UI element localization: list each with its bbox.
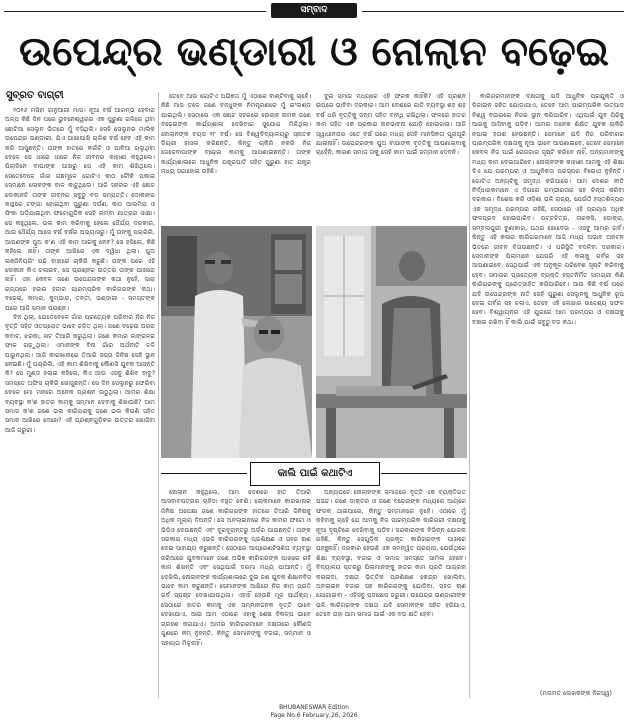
column-divider xyxy=(158,92,159,698)
masthead xyxy=(0,3,628,19)
page-footer xyxy=(0,704,628,719)
column-divider xyxy=(469,92,470,698)
article-byline: ସୁବ୍ରତ ବାଗ୍‌ଚୀ xyxy=(6,90,64,101)
barber-photo xyxy=(161,226,312,458)
carpenter-photo-graphic xyxy=(316,226,467,458)
masthead-rule-left xyxy=(4,11,266,12)
pullquote: କାଲି ପାଇଁ କଥାଟିଏ xyxy=(250,462,380,486)
footer-edition: BHUBANESWAR Edition xyxy=(279,704,349,711)
column-3-top-paragraph: ଦୁଇ ସମାଜ ମଧ୍ୟରେ ଏହି ଫରକ କାହିଁକି? ଏହି ପ୍ରଶ୍ନ ଉପରେ ଭାବିବା ଦରକାର। ଆମ ଦେଶରେ ଜାତି ବ୍ୟବସ୍ଥା ଶହ ଶହ ବର୍ଷ ଧରି ବୃତ୍ତିକୁ ଜନ୍ମ ସହିତ ବାନ୍ଧି ରଖିଥିଲା। ଫଳରେ ହାତର କାମ ସହିତ ଏକ ପ୍ରକାର ହୀନଭାବନା ଯୋଡ଼ି ହୋଇଗଲା। ଆଜି ସ୍ୱାଧୀନତାର ଏତେ ବର୍ଷ ପରେ ମଧ୍ୟ ସେହି ମାନସିକତା ପୂରାପୂରି ଯାଇନାହିଁ। ଉପେନ୍ଦ୍ରଙ୍କ ପୁଅ ବାପାଙ୍କ ବୃତ୍ତିକୁ ଆପଣାଇବାକୁ ଚାହେଁନି, କାରଣ ସମାଜ ତାକୁ ସେହି କାମ ପାଇଁ ସମ୍ମାନ ଦେବନି। xyxy=(316,93,466,157)
column-4-paragraph: କାରିଗରମାନଙ୍କ ଦକ୍ଷତାକୁ ଯଦି ଆଧୁନିକ ପ୍ରଯୁକ୍ତି ଓ ଡିଜାଇନ ସହିତ ଯୋଡ଼ାଯାଏ, ତେବେ ଆମ ପାରମ୍ପରିକ ଉତ୍ପାଦ ବିଶ୍ୱ ବଜାରରେ ନିଜର ସ୍ଥାନ କରିପାରିବ। ଏଥିପାଇଁ ଯୁବ ପିଢ଼ିକୁ ଆଗକୁ ଆସିବାକୁ ପଡ଼ିବ। ଆମର ଅନେକ ଶିକ୍ଷିତ ଯୁବକ ଚାକିରି ନପାଇ ହତାଶ ହେଉଛନ୍ତି। ସେମାନେ ଯଦି ନିଜ ପରିବାରର ପାରମ୍ପରିକ ଦକ୍ଷତାକୁ ନୂଆ ଭାବେ ଆପଣାଇବେ, ତେବେ ସେମାନେ କେବଳ ନିଜ ପାଇଁ ରୋଜଗାର ସୃଷ୍ଟି କରିବେ ନାହିଁ, ଅନ୍ୟମାନଙ୍କୁ ମଧ୍ୟ କାମ ଦେଇପାରିବେ। ନୋଲାନଙ୍କ କାହାଣୀ ଆମକୁ ଏହି ଶିକ୍ଷା ଦିଏ ଯେ ପରମ୍ପରା ଓ ଆଧୁନିକତା ପରସ୍ପର ବିରୋଧୀ ନୁହଁନ୍ତି। ଗୋଟିଏ ଅନ୍ୟଟିକୁ ସମୃଦ୍ଧ କରିପାରେ। ଆମ ଦେଶର ନୀତି ନିର୍ଦ୍ଧାରକମାନେ ଏ ଦିଗରେ ଗମ୍ଭୀରତାର ସହ ଚିନ୍ତା କରିବା ଦରକାର। ବିଶେଷ କରି ଓଡ଼ିଶା ଭଳି ରାଜ୍ୟ, ଯେଉଁଠି ହସ୍ତଶିଳ୍ପର ଏକ ସମୃଦ୍ଧ ପରମ୍ପରା ରହିଛି, ସେଠାରେ ଏହି ପ୍ରୟାସ ଅଧିକ ଫଳପ୍ରଦ ହୋଇପାରିବ। ପଟ୍ଟଚିତ୍ର, ତାରକସି, ଡୋକ୍ରା, ସମ୍ବଲପୁରୀ ବୁଣାକାର, ପଥର ଖୋଦେଇ - ଏସବୁ ଆମର ଗର୍ବ। କିନ୍ତୁ ଏହି କଳାର କାରିଗରମାନେ ଆଜି ମଧ୍ୟ ଅଭାବ ଅନଟନ ଭିତରେ ଜୀବନ ବିତାଉଛନ୍ତି। ଏ ପରିସ୍ଥିତି ବଦଳିବା ଦରକାର। ସେମାନଙ୍କ ପିଲାମାନେ ଯେପରି ଏହି କଳାକୁ ଗର୍ବର ସହ ଆପଣାଇବେ, ସେଥିପାଇଁ ଏକ ଅନୁକୂଳ ପରିବେଶ ସୃଷ୍ଟି କରିବାକୁ ହେବ। ସମାଜର ପ୍ରତ୍ୟେକ ବ୍ୟକ୍ତି ହସ୍ତନିର୍ମିତ ସାମଗ୍ରୀ କିଣି କାରିଗରଙ୍କୁ ପ୍ରୋତ୍ସାହିତ କରିପାରିବେ। ଆଉ କିଛି ବର୍ଷ ପରେ ଯଦି ଉପେନ୍ଦ୍ରଙ୍କ ନାତି ସେହି ପୁରୁଣା ସେଲୁନକୁ ଆଧୁନିକ ରୂପ ଦେଇ ଗର୍ବର ସହ ଚଳାଏ, ତେବେ ଏହି ଲେଖାର ଉଦ୍ଦେଶ୍ୟ ସଫଳ ହେବ। ବିଶ୍ୱାୟନର ଏହି ଯୁଗରେ ଆମ ପରମ୍ପରା ଓ ଦକ୍ଷତାକୁ ବଞ୍ଚାଇ ରଖିବା ହିଁ କାଲି ପାଇଁ ସବୁଠୁ ବଡ଼ କଥା। xyxy=(472,93,624,326)
masthead-logo: ସମ୍ବାଦ xyxy=(271,3,357,18)
article-column-1 xyxy=(5,106,155,700)
column-3-bottom-paragraph: ଅନ୍ୟପଟେ ନୋଲାନଙ୍କ ସମାଜରେ ବୃତ୍ତି ଏକ ବ୍ୟକ୍ତିଗତ ପସନ୍ଦ। ଜଣେ ଡାକ୍ତର ଓ ଜଣେ ବଢ଼େଇଙ୍କ ମଧ୍ୟରେ ଆୟରେ ଫରକ ଥାଇପାରେ, କିନ୍ତୁ ସମ୍ମାନରେ ନୁହେଁ। ଏଠାରେ ମୁଁ କହିବାକୁ ଚାହେଁ ଯେ ଆମକୁ ନିଜ ପାରମ୍ପରିକ କାରିଗରୀ ଦକ୍ଷତାକୁ ନୂଆ ଦୃଷ୍ଟିରେ ଦେଖିବାକୁ ପଡ଼ିବ। ସରକାରଙ୍କ ବିଭିନ୍ନ ଯୋଜନା ରହିଛି, କିନ୍ତୁ ସେଗୁଡ଼ିକ ପ୍ରକୃତ କାରିଗରଙ୍କ ପାଖରେ ପହଞ୍ଚୁନାହିଁ। ଦରକାର ହେଉଛି ଏକ ସମନ୍ୱିତ ପ୍ରୟାସ, ଯେଉଁଥିରେ ଶିକ୍ଷା ବ୍ୟବସ୍ଥା, ବଜାର ଓ ସମାଜ ସମସ୍ତେ ସାମିଲ ହେବେ। ବିଦ୍ୟାଳୟ ସ୍ତରରୁ ପିଲାମାନଙ୍କୁ ହାତର କାମ ପ୍ରତି ଆଗ୍ରହୀ କରାଇବା, ଦକ୍ଷତା ଭିତ୍ତିକ ପ୍ରଶିକ୍ଷଣ କେନ୍ଦ୍ର ଖୋଲିବା, ଅନଲାଇନ ବଜାର ସହ କାରିଗରଙ୍କୁ ଯୋଡ଼ିବା, ସହଜ ଋଣ ଯୋଗାଇବା - ଏହିସବୁ ପଦକ୍ଷେପ ଜରୁରୀ। ଉପେନ୍ଦ୍ର ଭଣ୍ଡାରୀଙ୍କ ଭଳି କାରିଗରଙ୍କ ଦକ୍ଷତା ଯଦି ସେମାନଙ୍କ ସହିତ ହଜିଯାଏ, ତେବେ ତାହା ଆମ ସମାଜ ପାଇଁ ଏକ ବଡ଼ କ୍ଷତି ହେବ। xyxy=(316,489,466,619)
article-column-2-bottom xyxy=(161,488,311,698)
carpenter-photo xyxy=(316,226,467,458)
column-1-paragraph-1: ୨୦୨୬ ମସିହା ଜାନୁଆରୀ ମାସ। ନୂଆ ବର୍ଷ ଆରମ୍ଭ ହେବାର ଅଳ୍ପ କିଛି ଦିନ ପରେ ଭୁବନେଶ୍ୱରର ଏକ ପୁରୁଣା ଗଳିରେ ଥିବା ଛୋଟିଆ ସେଲୁନ ଭିତରେ ମୁଁ ବସିଥିଲି। ସେହି ସେଲୁନର ମାଲିକ ଉପେନ୍ଦ୍ର ଭଣ୍ଡାରୀ, ଯିଏ ପାଖାପାଖି ଚାଳିଶ ବର୍ଷ ହେବ ଏହି କାମ କରି ଆସୁଛନ୍ତି। ତାଙ୍କ ହାତରେ କଇଁଚି ଓ ପାନିଆ ଚାଲୁଥିବା ବେଳେ ସେ ଧୀରେ ଧୀରେ ନିଜ ଜୀବନର କାହାଣୀ କହୁଥିଲେ। ପିଲାଦିନେ ବାପାଙ୍କ ପାଖରୁ ସେ ଏହି କାମ ଶିଖିଥିଲେ। ସେତେବେଳେ ଗାଁର ଗଛମୂଳେ ଗୋଟିଏ କାଠ ଚୌକି ପକାଇ ସେମାନେ ଲୋକଙ୍କ ବାଳ କାଟୁଥିଲେ। ଆଜି ସହରର ଏହି ଛୋଟ ଦୋକାନଟି ତାଙ୍କ ଜୀବନର ସବୁଠୁ ବଡ଼ ସମ୍ପତ୍ତି। ଦୋକାନର କାନ୍ଥରେ ଟଙ୍ଗା ହୋଇଥିବା ପୁରୁଣା ଦର୍ପଣ, କାଠ ଆଲମିରା ଓ ଫିକା ପଡ଼ିଯାଇଥିବା ଫଟୋଗୁଡ଼ିକ ସେହି ଲମ୍ବା ଯାତ୍ରାର ସାକ୍ଷୀ। ସେ କହୁଥିଲେ, ଭଲ କାମ କରିବାକୁ ହେଲେ ଧୈର୍ଯ୍ୟ ଦରକାର, ଆଉ ଧୈର୍ଯ୍ୟ ଆସେ ବର୍ଷ ବର୍ଷର ଅଭ୍ୟାସରୁ। ମୁଁ ତାଙ୍କୁ ପଚାରିଲି, ଆପଣଙ୍କ ପୁଅ କ'ଣ ଏହି କାମ ଆଗକୁ ନେବ? ସେ ହସିଲେ, କିଛି କହିଲେ ନାହିଁ। ତାଙ୍କ ଆଖିରେ ଏକ ଦ୍ୱିଧା ଥିଲା। ପୁଅ ଇଞ୍ଜିନିୟରିଂ ପଢ଼ି ବାହାରେ ଚାକିରି କରୁଛି। ତାଙ୍କ ପରେ ଏହି ଦୋକାନ କିଏ ଚଳାଇବ, ସେ ପ୍ରଶ୍ନର ଉତ୍ତର ତାଙ୍କ ପାଖରେ ନାହିଁ। ଏହା କେବଳ ଜଣେ ଉପେନ୍ଦ୍ରଙ୍କ କଥା ନୁହେଁ, ସାରା ରାଜ୍ୟରେ ହଜାର ହଜାର ପାରମ୍ପରିକ କାରିଗରଙ୍କ କଥା। ବଢ଼େଇ, କମାର, କୁମ୍ଭାର, ତନ୍ତୀ, ଭଣ୍ଡାରୀ - ସମସ୍ତଙ୍କ ଘରେ ଆଜି ସମାନ ପ୍ରଶ୍ନ। xyxy=(5,107,155,312)
barber-photo-graphic xyxy=(161,226,312,458)
footer-page: Page No.6 February 26, 2026 xyxy=(270,711,358,719)
column-1-paragraph-2: ଦିନ ଥିଲା, ଯେତେବେଳେ ଗାଁର ପ୍ରତ୍ୟେକ ପରିବାର ନିଜ ନିଜ ବୃତ୍ତି ସହିତ ଓତପ୍ରୋତ ଭାବେ ଜଡ଼ିତ ଥିଲା। ଜଣେ ବଢ଼େଇ ଘରର କବାଟ, ଝରକା, ଖଟ ତିଆରି କରୁଥିଲା। ଜଣେ କମାର ଲଙ୍ଗଳର ଫାଳ ଗଢ଼ୁଥିଲା। ଏମାନଙ୍କ ବିନା ଗାଁର ଅର୍ଥନୀତି ଚଳି ପାରୁନଥିଲା। ଆଜି କାରଖାନାରେ ତିଆରି ସସ୍ତା ଜିନିଷ ସେହି ସ୍ଥାନ ନେଇଛି। ମୁଁ ପଚାରିଲି, ଏହି କାମ ଶିଖିବାକୁ କୌଣସି ଯୁବକ ଆସନ୍ତି କି? ସେ ମୁଣ୍ଡ ହଲାଇ କହିଲେ, କିଏ ଆଉ ଏସବୁ ଶିଖିବ ବାବୁ? ସମସ୍ତେ ଅଫିସ ଚାକିରି ଖୋଜୁଛନ୍ତି। ସେ ଦିନ ସେଲୁନରୁ ଫେରିବା ବେଳେ ମୋ ମନରେ ଅନେକ ପ୍ରଶ୍ନ ଉଠୁଥିଲା। ଆମର ଶିକ୍ଷା ବ୍ୟବସ୍ଥା କ'ଣ ହାତର କାମକୁ ସମ୍ମାନ ଦେବାକୁ ଶିଖାଉଛି? ଆମ ସମାଜ କ'ଣ ଜଣେ ଭଲ କାରିଗରକୁ ଜଣେ ଭଲ କିରାଣି ସହିତ ସମାନ ଆଖିରେ ଦେଖେ? ଏହି ପ୍ରଶ୍ନଗୁଡ଼ିକର ଉତ୍ତର ଖୋଜିବା ଆଜି ଜରୁରୀ। xyxy=(5,313,155,434)
column-2-top-paragraph: ତେବେ ଆଉ ଗୋଟିଏ ଅଭିଜ୍ଞତା ମୁଁ ଏଠାରେ ବାଣ୍ଟିବାକୁ ଚାହେଁ। କିଛି ମାସ ତଳେ ଜଣେ ବନ୍ଧୁଙ୍କ ନିମନ୍ତ୍ରଣରେ ମୁଁ ଇଂଲଣ୍ଡ ଯାଇଥିଲି। ସେଠାରେ ଏକ ଛୋଟ ସହରରେ ନୋଲାନ ନାମକ ଜଣେ ବଢ଼େଇଙ୍କ କାର୍ଯ୍ୟଶାଳା ଦେଖିବାର ସୁଯୋଗ ମିଳିଥିଲା। ନୋଲାନଙ୍କ ବୟସ ୨୮ ବର୍ଷ। ସେ ବିଶ୍ୱବିଦ୍ୟାଳୟରୁ ସ୍ନାତକ ଡିଗ୍ରୀ ହାସଲ କରିଛନ୍ତି, କିନ୍ତୁ ଚାକିରି ନକରି ନିଜ ଜେଜେବାପାଙ୍କ ବଢ଼େଇ କାମକୁ ଆପଣାଇଛନ୍ତି। ତାଙ୍କ କାର୍ଯ୍ୟଶାଳାରେ ଆଧୁନିକ ଯନ୍ତ୍ରପାତି ସହିତ ପୁରୁଣା ହାତ ଯନ୍ତ୍ର ମଧ୍ୟ ସଜାହୋଇ ରହିଛି। xyxy=(161,93,311,176)
masthead-rule-right xyxy=(362,11,624,12)
pullquote-rule-left xyxy=(161,473,247,474)
column-2-bottom-paragraph: ନୋଲାନ କହୁଥିଲେ, ଆମ ଦେଶରେ ହାତ ତିଆରି ଆସବାବପତ୍ରର ଚାହିଦା ବହୁତ ବେଶି। ଲୋକମାନେ କାରଖାନାର ଜିନିଷ ଅପେକ୍ଷା ଜଣେ କାରିଗରଙ୍କ ହାତରେ ତିଆରି ଜିନିଷକୁ ଅଧିକ ମୂଲ୍ୟ ଦିଅନ୍ତି। ସେ ଅନଲାଇନରେ ନିଜ କାମର ଫଟୋ ଓ ଭିଡିଓ ଦେଉଛନ୍ତି ଏବଂ ଦୂରଦୂରାନ୍ତରୁ ଅର୍ଡର ପାଉଛନ୍ତି। ତାଙ୍କ ସରକାର ମଧ୍ୟ ଏଭଳି କାରିଗରଙ୍କୁ ପ୍ରଶିକ୍ଷଣ ଓ ସହଜ ଋଣ ଦେଇ ସାହାଯ୍ୟ କରୁଛନ୍ତି। ସେଠାରେ ଆପ୍ରେଣ୍ଟିସଶିପ ବ୍ୟବସ୍ଥା ଜରିଆରେ ଯୁବକମାନେ ଜଣେ ଅଭିଜ୍ଞ କାରିଗରଙ୍କ ପାଖରେ ରହି କାମ ଶିଖନ୍ତି ଏବଂ ସେଥିପାଇଁ ଦରମା ମଧ୍ୟ ପାଆନ୍ତି। ମୁଁ ଦେଖିଲି, ନୋଲାନଙ୍କ କାର୍ଯ୍ୟଶାଳାରେ ଦୁଇ ଜଣ ଯୁବକ ଶିକ୍ଷାନବିସ ଭାବେ କାମ କରୁଛନ୍ତି। ସେମାନଙ୍କ ଆଖିରେ ନିଜ କାମ ପ୍ରତି ଗର୍ବ ସ୍ପଷ୍ଟ ଦେଖାଯାଉଥିଲା। ଏହାହିଁ ହେଉଛି ମୂଳ ପାର୍ଥକ୍ୟ। ସେଠାରେ ହାତର କାମକୁ ଏକ ସମ୍ମାନଜନକ ବୃତ୍ତି ଭାବେ ଦେଖାଯାଏ, ଆଉ ଆମ ଏଠାରେ ଏହାକୁ ଶେଷ ବିକଳ୍ପ ଭାବେ ଗ୍ରହଣ କରାଯାଏ। ଆମର କାରିଗରମାନେ ଦକ୍ଷତାରେ କୌଣସି ଗୁଣରେ କମ୍ ନୁହନ୍ତି, କିନ୍ତୁ ସେମାନଙ୍କୁ ବଜାର, ସମ୍ମାନ ଓ ସହାୟତା ମିଳୁନାହିଁ। xyxy=(161,489,311,647)
article-column-3-top xyxy=(316,92,466,223)
author-credit: (ମତାମତ ଲେଖକଙ୍କ ନିଜସ୍ୱ) xyxy=(540,690,612,697)
article-headline: ଉପେନ୍ଦ୍ର ଭଣ୍ଡାରୀ ଓ ନୋଲାନ ବଢ଼େଇ xyxy=(18,28,610,75)
article-column-3-bottom xyxy=(316,488,466,698)
article-column-2-top xyxy=(161,92,311,223)
pullquote-rule-right xyxy=(381,473,467,474)
article-column-4 xyxy=(472,92,624,688)
